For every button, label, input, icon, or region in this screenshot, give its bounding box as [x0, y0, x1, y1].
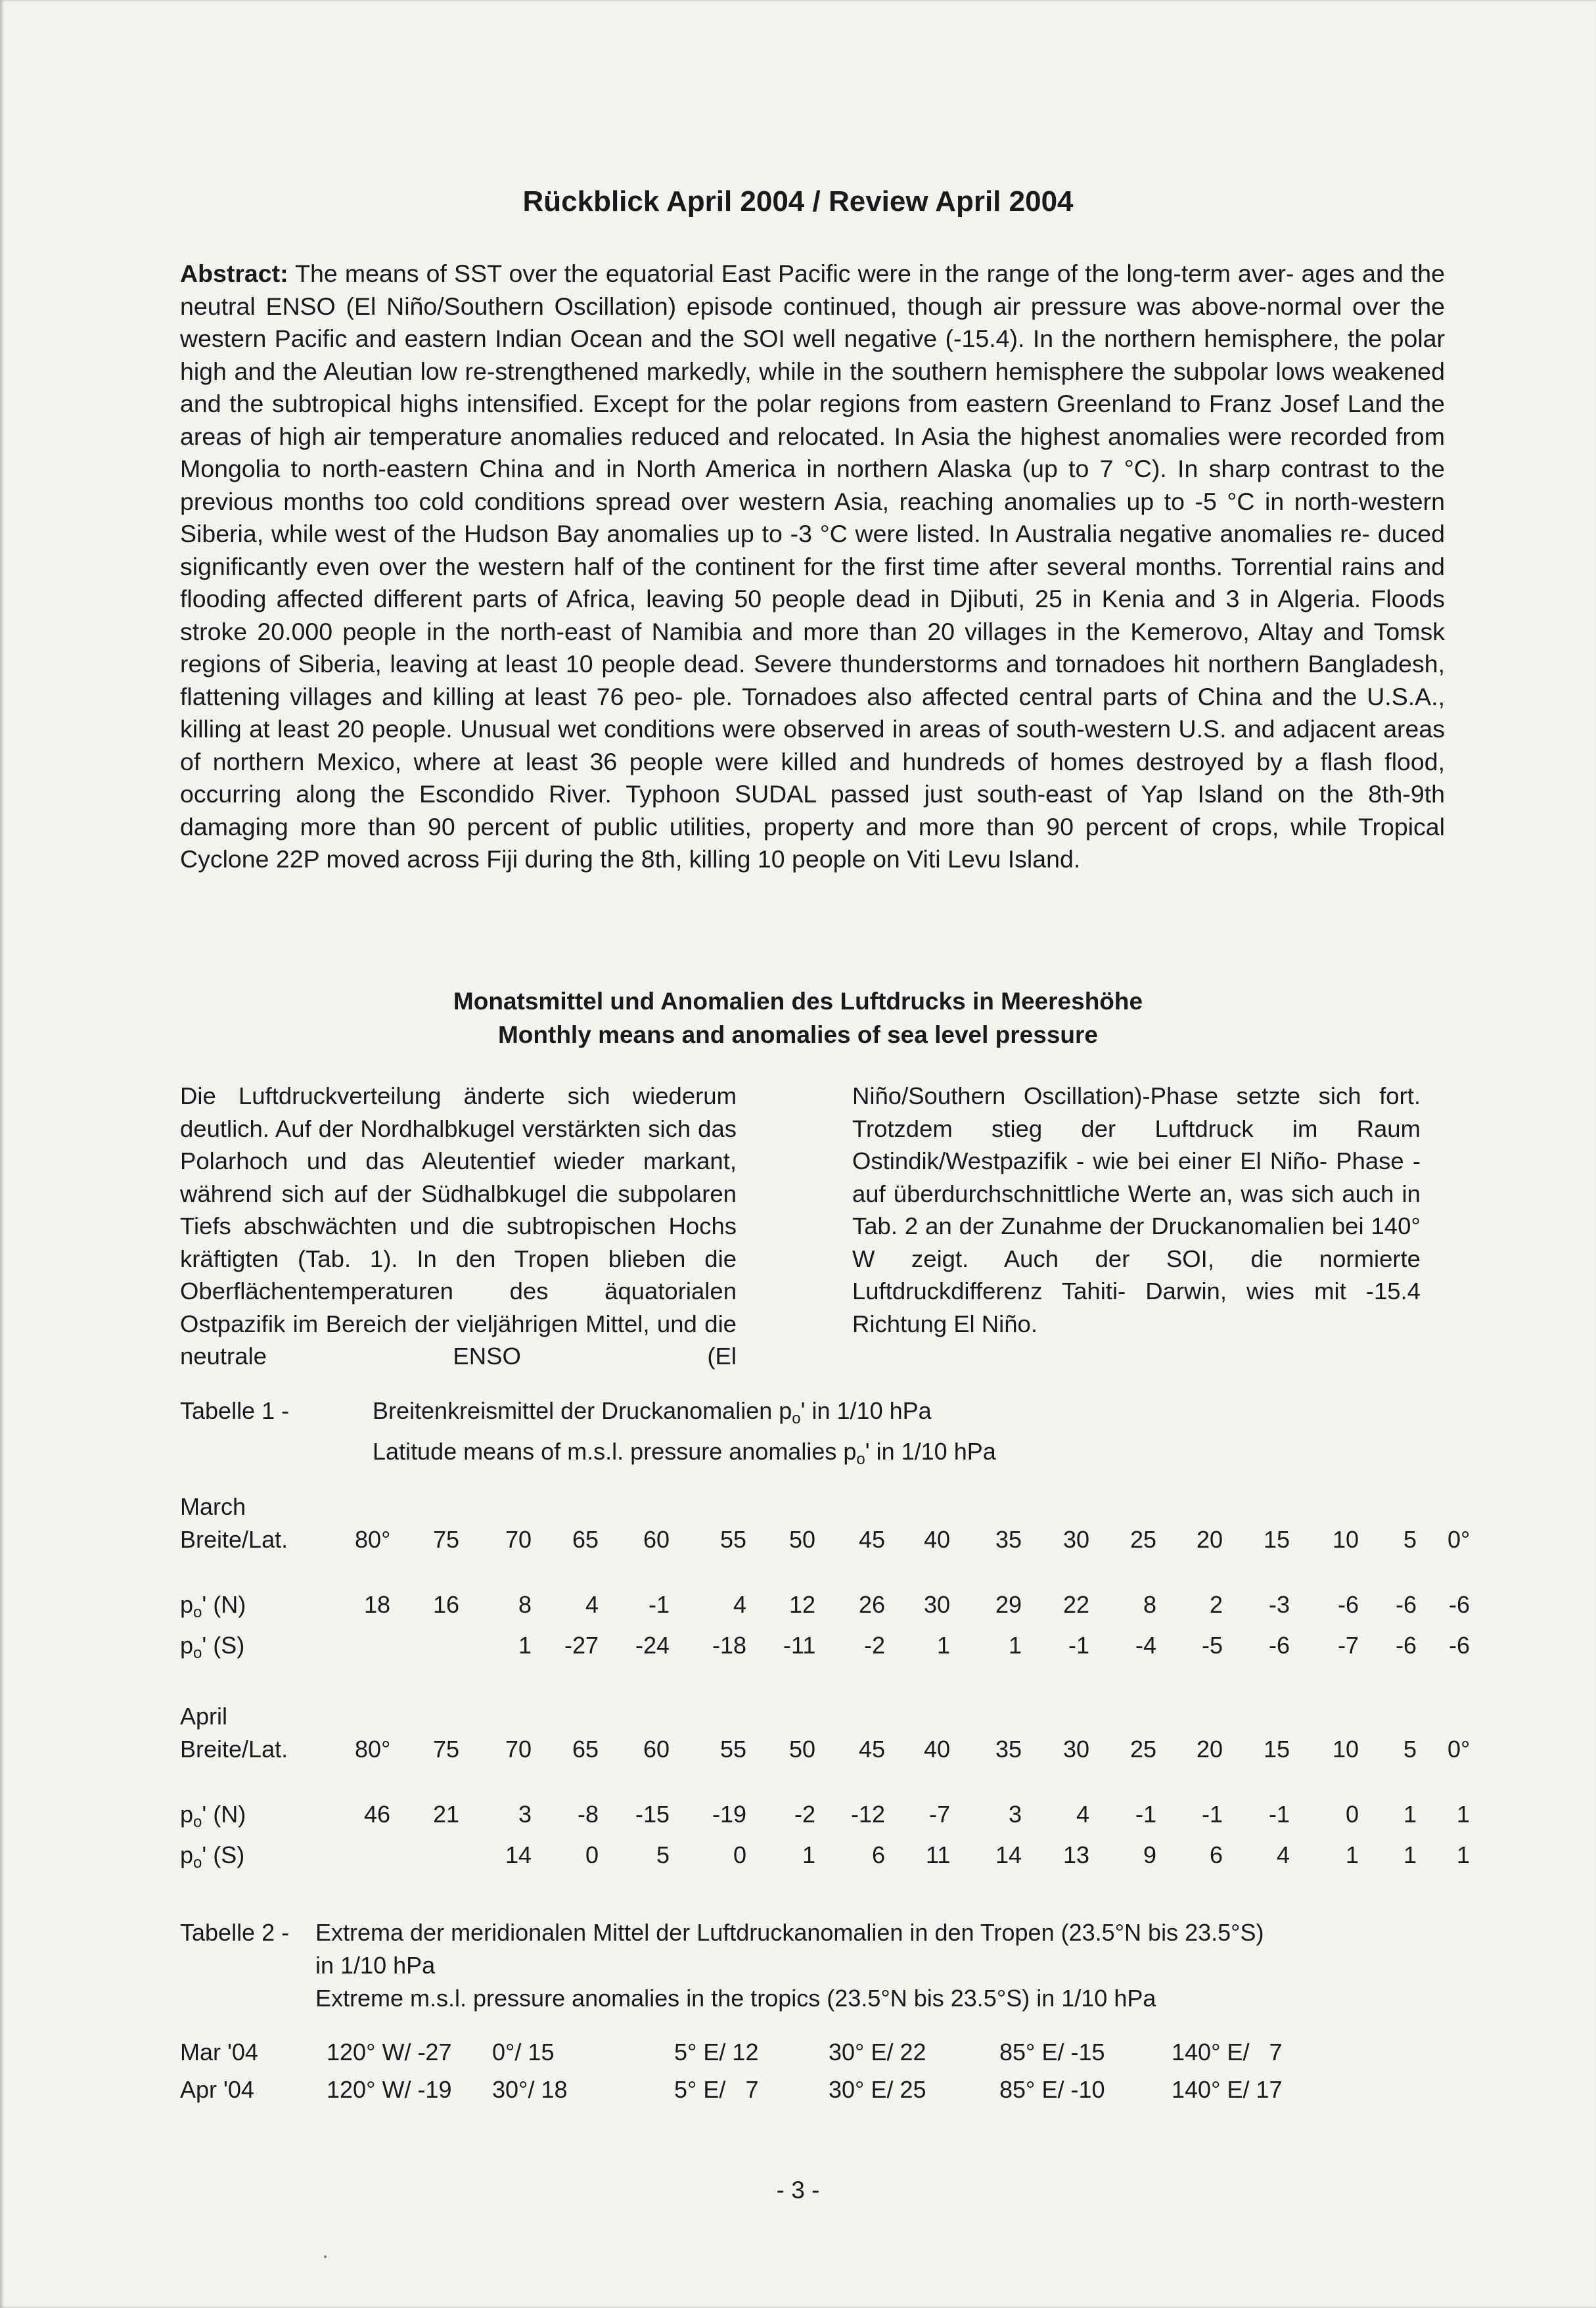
table1-south-cell: 1: [802, 1841, 816, 1868]
table1-lat-cell: 30: [1063, 1736, 1090, 1763]
table2-cell: 5° E/ 12: [674, 2039, 759, 2066]
table1-south-cell: 14: [505, 1841, 532, 1868]
table1-south-cell: -18: [712, 1632, 747, 1659]
abstract-line: thunderstorms and tornadoes hit northern Bangladesh, flattening villages and killing at least 76 peo-: [180, 650, 1446, 710]
table1-south-cell: 1: [1403, 1841, 1417, 1868]
table1-lat-cell: 30: [1063, 1526, 1090, 1553]
table2-cell: 30° E/ 22: [829, 2039, 926, 2066]
table1-north-cell: 12: [789, 1591, 816, 1618]
table1-lat-cell: 70: [505, 1736, 532, 1763]
table2-caption: [180, 1916, 1264, 2015]
table1-south-cell: -4: [1135, 1632, 1157, 1659]
table1-south-cell: -7: [1338, 1632, 1359, 1659]
table1-label: Tabelle 1 -: [180, 1397, 290, 1424]
table2-cell: 5° E/ 7: [674, 2076, 759, 2103]
table1-south-cell: -1: [1068, 1632, 1090, 1659]
table1-north-cell: 0: [1346, 1801, 1359, 1828]
table1-south-cell: 4: [1277, 1841, 1290, 1868]
table1-lat-cell: 45: [859, 1526, 886, 1553]
text-column-left: [180, 1080, 737, 1373]
table2-cell: 120° W/ -19: [327, 2076, 452, 2103]
table1-lat-cell: 50: [789, 1736, 816, 1763]
abstract-line: while west of the Hudson Bay anomalies up to -3 °C were listed. In Australia negative anomalies re-: [271, 520, 1371, 547]
table1-south-cell: 5: [656, 1841, 670, 1868]
abstract-line: wet conditions were observed in areas of south-western U.S. and adjacent areas of northern Mexico,: [180, 715, 1446, 775]
paragraph-line: deutlich. Auf der Nordhalbkugel verstärkten: [180, 1115, 641, 1142]
table1-south-cell: -5: [1202, 1632, 1223, 1659]
table1-lat-cell: 55: [720, 1526, 747, 1553]
table1-north-cell: 21: [433, 1801, 460, 1828]
abstract-line: China and in North America in northern Alaska (up to 7 °C). In sharp contrast to the previous months: [180, 455, 1445, 515]
table1-south-cell: 1: [1457, 1841, 1471, 1868]
table1-south-cell: -6: [1396, 1632, 1417, 1659]
page-number: - 3 -: [776, 2177, 820, 2204]
table1-north-cell: 29: [995, 1591, 1022, 1618]
table1-north-cell: 1: [1457, 1801, 1471, 1828]
table1-south-cell: 1: [937, 1632, 951, 1659]
abstract-line: Tropical Cyclone 22P moved across Fiji during the 8th, killing 10 people on Viti Levu Island.: [180, 812, 1445, 873]
table1-north-cell: -19: [712, 1801, 747, 1828]
table1-row-label-south: $p_o'$ (S): [180, 1841, 245, 1872]
abstract-line: duced significantly even over the western half of the continent for the first time after several months.: [180, 520, 1446, 580]
paragraph-line: die subpolaren Tiefs abschwächten und die: [180, 1180, 737, 1239]
table1-lat-cell: 60: [643, 1526, 670, 1553]
table1-north-cell: 46: [364, 1801, 391, 1828]
table1-lat-label: Breite/Lat.: [180, 1736, 288, 1763]
abstract-line: Torrential rains and flooding affected different parts of Africa, leaving 50 people dead in Djibuti, 25 in: [180, 552, 1445, 612]
table1-south-cell: 13: [1063, 1841, 1090, 1868]
table1-north-cell: 22: [1063, 1591, 1090, 1618]
abstract: [180, 258, 1445, 876]
table1-south-cell: -11: [783, 1632, 816, 1659]
table1-lat-cell: 70: [505, 1526, 532, 1553]
table2-caption-de-1: Extrema der meridionalen Mittel der Luftdruckanomalien in den Tropen (23.5°N bis 23.5°S): [315, 1919, 1264, 1946]
table1-south-cell: 14: [995, 1841, 1022, 1868]
section-heading-de: Monatsmittel und Anomalien des Luftdrucks in Meereshöhe: [453, 988, 1143, 1015]
table1-lat-label: Breite/Lat.: [180, 1526, 288, 1553]
table1-lat-cell: 40: [924, 1736, 951, 1763]
table1-caption: [373, 1395, 996, 1476]
table1-north-cell: -1: [1135, 1801, 1157, 1828]
abstract-line: too cold conditions spread over western Asia, reaching anomalies up to -5 °C in north-western Siberia,: [180, 487, 1446, 547]
table1-south-cell: 1: [1009, 1632, 1022, 1659]
table1-south-cell: -2: [864, 1632, 886, 1659]
table1-north-cell: -6: [1338, 1591, 1359, 1618]
table1-lat-cell: 55: [720, 1736, 747, 1763]
table1-north-cell: 4: [1076, 1801, 1090, 1828]
table1-south-cell: 11: [926, 1841, 951, 1868]
paragraph-line: Niño/Southern Oscillation)-Phase setzte sich: [852, 1082, 1361, 1109]
table1-north-cell: 2: [1210, 1591, 1223, 1618]
table1-lat-cell: 60: [643, 1736, 670, 1763]
table1-north-cell: -1: [1269, 1801, 1290, 1828]
table1-north-cell: -15: [635, 1801, 670, 1828]
paragraph-line: was sich auch in Tab. 2 an der Zunahme der: [852, 1180, 1421, 1239]
table1-north-cell: -6: [1396, 1591, 1417, 1618]
abstract-line: reduced and relocated. In Asia the highest anomalies were recorded from Mongolia to north-eastern: [180, 422, 1445, 482]
table1-lat-cell: 80°: [355, 1736, 391, 1763]
table1-north-cell: -1: [1202, 1801, 1223, 1828]
table1-lat-cell: 65: [572, 1736, 599, 1763]
table1-lat-cell: 0°: [1448, 1736, 1471, 1763]
table2-caption-en: Extreme m.s.l. pressure anomalies in the tropics (23.5°N bis 23.5°S) in 1/10 hPa: [315, 1985, 1156, 2012]
table1-north-cell: -2: [794, 1801, 816, 1828]
table1-north-cell: 26: [859, 1591, 886, 1618]
table1-lat-cell: 0°: [1448, 1526, 1471, 1553]
paragraph-line: des äquatorialen Ostpazifik im Bereich der: [180, 1278, 737, 1337]
table1-lat-cell: 25: [1130, 1526, 1157, 1553]
table1-north-cell: 16: [433, 1591, 460, 1618]
abstract-line: polar regions from eastern Greenland to Franz Josef Land the areas of high air temperature anomalies: [180, 390, 1445, 450]
abstract-line: southern hemisphere the subpolar lows weakened and the subtropical highs intensified. Except for the: [180, 357, 1445, 417]
table1-lat-cell: 65: [572, 1526, 599, 1553]
table1-north-cell: 3: [1009, 1801, 1022, 1828]
table2-cell: 85° E/ -15: [999, 2039, 1105, 2066]
paragraph-line: SOI, die normierte Luftdruckdifferenz Tahiti-: [852, 1245, 1421, 1304]
table1-north-cell: 8: [1143, 1591, 1157, 1618]
abstract-line: ple. Tornadoes also affected central parts of China and the U.S.A., killing at least 20 people. Unusual: [180, 682, 1445, 743]
table1-lat-cell: 50: [789, 1526, 816, 1553]
table1-north-cell: 3: [518, 1801, 532, 1828]
table1-south-cell: -24: [635, 1632, 670, 1659]
table1-month: April: [180, 1703, 228, 1730]
table2-cell: 30° E/ 25: [829, 2076, 926, 2103]
table1-lat-cell: 25: [1130, 1736, 1157, 1763]
table1-south-cell: -6: [1449, 1632, 1471, 1659]
abstract-text: [180, 260, 1445, 873]
table1-lat-cell: 5: [1403, 1736, 1417, 1763]
table1-lat-cell: 45: [859, 1736, 886, 1763]
table1-south-cell: 1: [518, 1632, 532, 1659]
table1-month: March: [180, 1493, 246, 1520]
table1-south-cell: 6: [872, 1841, 886, 1868]
table1-south-cell: 1: [1346, 1841, 1359, 1868]
table1-south-cell: 0: [733, 1841, 747, 1868]
table2-cell: 30°/ 18: [492, 2076, 568, 2103]
paragraph-line: subtropischen Hochs kräftigten (Tab. 1). In den: [180, 1212, 737, 1272]
table1-lat-cell: 10: [1333, 1526, 1359, 1553]
table1-lat-cell: 20: [1197, 1736, 1223, 1763]
table1-north-cell: 18: [364, 1591, 391, 1618]
paragraph-line: fort. Trotzdem stieg der Luftdruck im Raum: [852, 1082, 1421, 1142]
table1-lat-cell: 15: [1264, 1526, 1290, 1553]
paragraph-line: vieljährigen Mittel, und die neutrale ENSO (El: [180, 1310, 737, 1370]
abstract-line: damaging more than 90 percent of public utilities, property and more than 90 percent of crops, while: [180, 812, 1347, 841]
paragraph-line: Die Luftdruckverteilung änderte sich wiederum: [180, 1082, 737, 1109]
table1-north-cell: -3: [1269, 1591, 1290, 1618]
paragraph-line: Tropen blieben die Oberflächentemperaturen: [180, 1245, 737, 1304]
table1-north-cell: 30: [924, 1591, 951, 1618]
paragraph-line: Druckanomalien bei 140° W zeigt. Auch der: [852, 1212, 1421, 1272]
table2-cell: 0°/ 15: [492, 2039, 555, 2066]
table2-cell: 140° E/ 17: [1172, 2076, 1283, 2103]
table1-south-cell: -6: [1269, 1632, 1290, 1659]
table2-month: Apr '04: [180, 2076, 254, 2103]
table1-north-cell: 4: [733, 1591, 747, 1618]
table1-lat-cell: 75: [433, 1526, 460, 1553]
table1-lat-cell: 15: [1264, 1736, 1290, 1763]
table1-lat-cell: 80°: [355, 1526, 391, 1553]
abstract-line: where at least 36 people were killed and hundreds of homes destroyed by a flash flood, occurring: [180, 747, 1446, 808]
table2-cell: 120° W/ -27: [327, 2039, 452, 2066]
scan-speck: [324, 2255, 327, 2258]
table1-lat-cell: 5: [1403, 1526, 1417, 1553]
table1-lat-cell: 35: [995, 1526, 1022, 1553]
paragraph-line: Phase - auf überdurchschnittliche Werte an,: [852, 1147, 1421, 1207]
table1-north-cell: 8: [518, 1591, 532, 1618]
table2-label: Tabelle 2 -: [180, 1919, 290, 1946]
table1-north-cell: -6: [1449, 1591, 1471, 1618]
table1-lat-cell: 75: [433, 1736, 460, 1763]
abstract-line: above-normal over the western Pacific and eastern Indian Ocean and the SOI well negative (-15.4). In: [180, 292, 1446, 352]
abstract-line: along the Escondido River. Typhoon SUDAL passed just south-east of Yap Island on the 8th-9th: [296, 780, 1445, 808]
abstract-line: villages in the Kemerovo, Altay and Tomsk regions of Siberia, leaving at least 10 people dead. Severe: [180, 617, 1446, 678]
section-heading-en: Monthly means and anomalies of sea level pressure: [497, 1021, 1098, 1048]
table1-lat-cell: 10: [1333, 1736, 1359, 1763]
table1-lat-cell: 20: [1197, 1526, 1223, 1553]
section-heading: [0, 984, 1596, 1051]
abstract-line: Kenia and 3 in Algeria. Floods stroke 20.000 people in the north-east of Namibia and more than 20: [180, 585, 1446, 645]
table1-lat-cell: 35: [995, 1736, 1022, 1763]
table1-south-cell: 0: [585, 1841, 599, 1868]
table1-caption-en: Latitude means of m.s.l. pressure anomalies $p_o'$ in 1/10 hPa: [373, 1438, 996, 1468]
text-column-right: [852, 1080, 1421, 1340]
table1-north-cell: -7: [929, 1801, 951, 1828]
table1-row-label-south: $p_o'$ (S): [180, 1632, 245, 1662]
table1-lat-cell: 40: [924, 1526, 951, 1553]
table1-south-cell: 9: [1143, 1841, 1157, 1868]
abstract-line: the northern hemisphere, the polar high and the Aleutian low re-strengthened markedly, while in the: [180, 325, 1445, 385]
abstract-line: The means of SST over the equatorial East Pacific were in the range of the long-term aver-: [288, 260, 1294, 287]
table1-row-label-north: $p_o'$ (N): [180, 1591, 246, 1621]
table1-south-cell: -27: [564, 1632, 599, 1659]
paragraph-line: sich das Polarhoch und das Aleutentief wieder: [180, 1115, 737, 1174]
table1-north-cell: -12: [851, 1801, 886, 1828]
abstract-label: Abstract:: [180, 260, 288, 287]
table1-caption-de: Breitenkreismittel der Druckanomalien $p_o'$ in 1/10 hPa: [373, 1397, 932, 1427]
table2-cell: 85° E/ -10: [999, 2076, 1105, 2103]
table1-south-cell: 6: [1210, 1841, 1223, 1868]
table2-caption-de-2: in 1/10 hPa: [315, 1952, 436, 1979]
paragraph-line: Darwin, wies mit -15.4 Richtung El Niño.: [852, 1278, 1421, 1337]
table2-month: Mar '04: [180, 2039, 258, 2066]
abstract-line: ages and the neutral ENSO (El Niño/Southern Oscillation) episode continued, though air pressure was: [180, 260, 1445, 320]
table1-north-cell: 1: [1403, 1801, 1417, 1828]
paragraph-line: Ostindik/Westpazifik - wie bei einer El Niño-: [852, 1147, 1328, 1174]
table1-north-cell: -1: [649, 1591, 670, 1618]
table2-cell: 140° E/ 7: [1172, 2039, 1283, 2066]
table1-north-cell: -8: [578, 1801, 599, 1828]
page-title: Rückblick April 2004 / Review April 2004: [522, 185, 1074, 218]
paragraph-line: markant, während sich auf der Südhalbkugel: [180, 1147, 737, 1207]
table1-row-label-north: $p_o'$ (N): [180, 1801, 246, 1831]
table1-north-cell: 4: [585, 1591, 599, 1618]
